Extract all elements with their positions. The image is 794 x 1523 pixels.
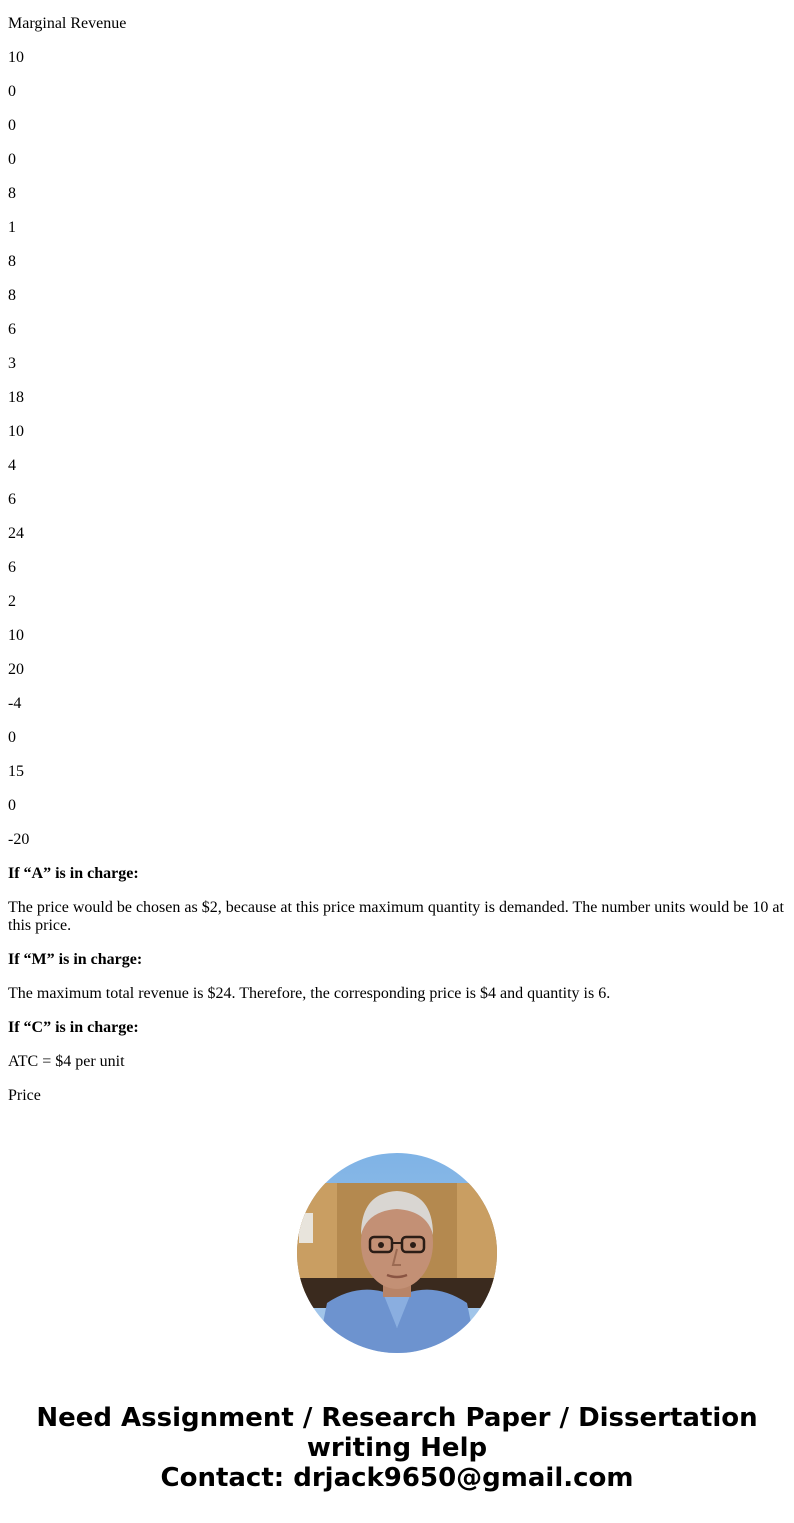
text-line: 2 — [8, 593, 16, 610]
author-avatar — [297, 1153, 497, 1353]
text-line: -4 — [8, 695, 22, 712]
text-line: 10 — [8, 49, 24, 66]
text-line: 0 — [8, 151, 16, 168]
text-line: 6 — [8, 321, 16, 338]
text-line: 10 — [8, 423, 24, 440]
text-line: 0 — [8, 117, 16, 134]
text-line: 8 — [8, 185, 16, 202]
person-portrait-icon — [297, 1153, 497, 1353]
text-line: 18 — [8, 389, 24, 406]
text-line: 6 — [8, 491, 16, 508]
footer-help-text: Need Assignment / Research Paper / Dissertation writing Help — [36, 1403, 758, 1463]
section-heading: If “M” is in charge: — [8, 951, 143, 968]
text-line: 15 — [8, 763, 24, 780]
text-line: -20 — [8, 831, 30, 848]
text-line: 0 — [8, 83, 16, 100]
text-line: Price — [8, 1087, 41, 1104]
text-line: 8 — [8, 253, 16, 270]
text-line: Marginal Revenue — [8, 15, 127, 32]
section-heading: If “C” is in charge: — [8, 1019, 139, 1036]
text-line: 0 — [8, 797, 16, 814]
text-line: 4 — [8, 457, 16, 474]
text-line: 0 — [8, 729, 16, 746]
text-line: The price would be chosen as $2, because at this price maximum quantity is demanded. The number units would be 10 at this price. — [8, 899, 784, 934]
section-heading: If “A” is in charge: — [8, 865, 139, 882]
text-line: 6 — [8, 559, 16, 576]
text-line: 20 — [8, 661, 24, 678]
document-body — [8, 0, 786, 1121]
text-line: 3 — [8, 355, 16, 372]
footer-contact — [0, 1403, 794, 1493]
text-line: 10 — [8, 627, 24, 644]
text-line: 1 — [8, 219, 16, 236]
text-line: 8 — [8, 287, 16, 304]
text-line: 24 — [8, 525, 24, 542]
footer-contact-email: Contact: drjack9650@gmail.com — [160, 1463, 634, 1493]
text-line: ATC = $4 per unit — [8, 1053, 125, 1070]
text-line: The maximum total revenue is $24. Therefore, the corresponding price is $4 and quantity is 6. — [8, 985, 611, 1002]
